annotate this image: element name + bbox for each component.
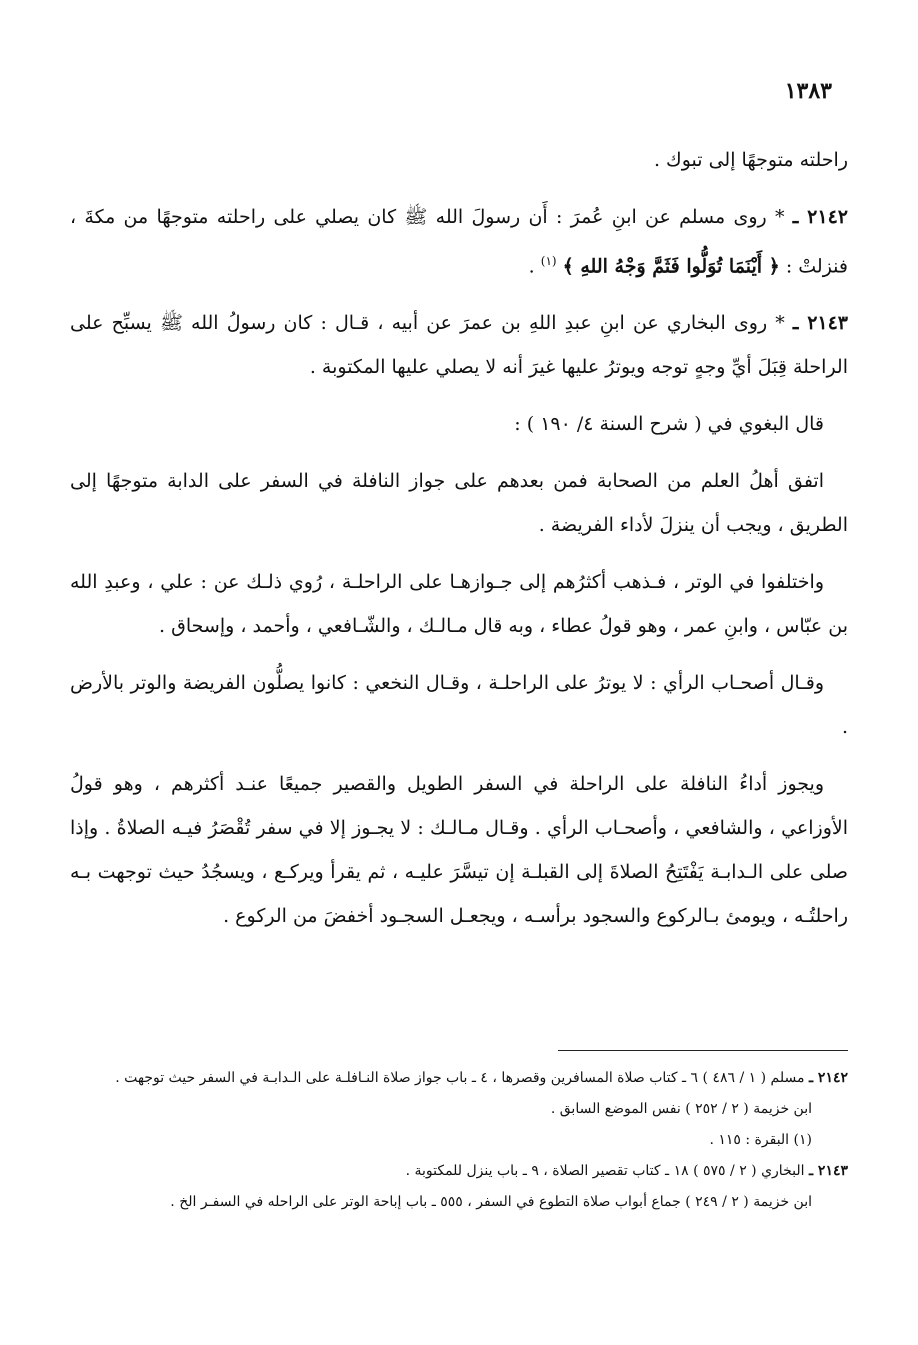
hadith-number: ٢١٤٢ ـ [792, 206, 848, 228]
quran-verse: ﴿ أَيْنَمَا تُوَلُّوا فَثَمَّ وَجْهُ اللهِ ﴾ [562, 255, 780, 278]
commentary-paragraph: ويجوز أداءُ النافلة على الراحلة في السفر الطويل والقصير جميعًا عنـد أكثرهم ، وهو قولُ الأوزاعي ، والشافعي ، وأصحـاب الرأي . وقـال مـالـك : لا يجـوز إلا في سفر تُقْصَرُ فيـه الصلاةُ . وإذا صلى على الـدابـة يَفْتَتِحُ الصلاةَ إلى القبلـة إن تيسَّرَ عليـه ، ثم يقرأ ويركـع ، ويسجُدُ حيث توجهت بـه راحلتُـه ، ويومئ بـالركوع والسجود برأسـه ، ويجعـل السجـود أخفضَ من الركوع . [70, 773, 849, 928]
footnote-divider [558, 1050, 848, 1051]
commentary-heading: قال البغوي في ( شرح السنة ٤/ ١٩٠ ) : [514, 413, 824, 436]
commentary-paragraph: وقـال أصحـاب الرأي : لا يوترُ على الراحلـة ، وقـال النخعي : كانوا يصلُّون الفريضة والوتر بالأرض . [70, 672, 848, 739]
commentary-paragraph: اتفق أهلُ العلم من الصحابة فمن بعدهم على جواز النافلة في السفر على الدابة متوجهًا إلى الطريق ، ويجب أن ينزلَ لأداء الفريضة . [70, 470, 848, 537]
footnote-text: البخاري ( ٢ / ٥٧٥ ) ١٨ ـ كتاب تقصير الصلاة ، ٩ ـ باب ينزل للمكتوبة . [405, 1163, 805, 1179]
footnote-text: مسلم ( ١ / ٤٨٦ ) ٦ ـ كتاب صلاة المسافرين وقصرها ، ٤ ـ باب جواز صلاة النـافلـة على الـدابـة في السفر حيث توجهت . [115, 1070, 805, 1086]
footnote-line: ابن خزيمة ( ٢ / ٢٤٩ ) جماع أبواب صلاة التطوع في السفر ، ٥٥٥ ـ باب إباحة الوتر على الراحله في السفـر الخ . [170, 1194, 812, 1210]
footnotes [70, 1063, 848, 1218]
footnote-2142 [70, 1063, 848, 1094]
footnote-line: (١) البقرة : ١١٥ . [709, 1132, 812, 1148]
paragraph-continuation: راحلته متوجهًا إلى تبوك . [653, 149, 848, 171]
footnote-number: ٢١٤٣ ـ [808, 1163, 848, 1179]
footnote-number: ٢١٤٢ ـ [808, 1070, 848, 1086]
page-number: ١٣٨٣ [784, 78, 832, 104]
hadith-number: ٢١٤٣ ـ [792, 312, 849, 335]
hadith-text: * روى البخاري عن ابنِ عبدِ اللهِ بن عمرَ عن أبيه ، قـال : كان رسولُ الله ﷺ يسبِّح على الراحلة قِبَلَ أيِّ وجهٍ توجه ويوترُ عليها غيرَ أنه لا يصلي عليها المكتوبة . [70, 312, 848, 379]
hadith-2143 [70, 301, 848, 389]
commentary-paragraph: واختلفوا في الوتر ، فـذهب أكثرُهم إلى جـوازهـا على الراحلـة ، رُوي ذلـك عن : علي ، وعبدِ الله بن عبّاس ، وابنِ عمر ، وهو قولُ عطاء ، وبه قال مـالـك ، والشّـافعي ، وأحمد ، وإسحاق . [70, 571, 848, 638]
main-text [70, 138, 848, 951]
footnote-line: ابن خزيمة ( ٢ / ٢٥٢ ) نفس الموضع السابق . [550, 1101, 812, 1117]
sentence-end: . [528, 255, 535, 278]
hadith-2142 [70, 195, 848, 288]
footnote-ref: (١) [540, 254, 557, 268]
footnote-2143 [70, 1156, 848, 1187]
hadith-text: * روى مسلم عن ابنِ عُمرَ : أَن رسولَ الله ﷺ كان يصلي على راحلته متوجهًا من مكةَ ، فنزلتْ : [70, 206, 848, 278]
